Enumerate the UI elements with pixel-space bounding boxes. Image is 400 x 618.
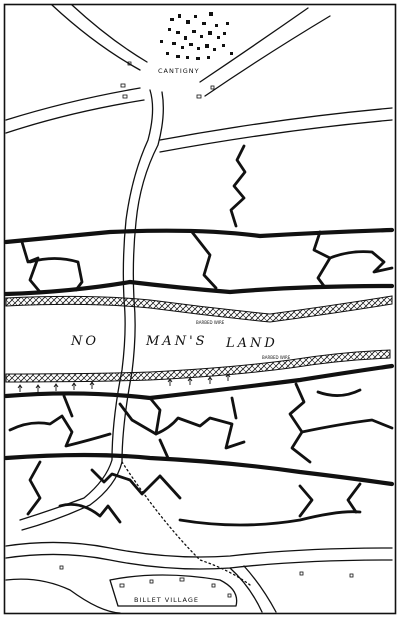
- barbed-wire-lower-label: BARBED WIRE: [262, 355, 291, 360]
- barbed-wire-upper: [6, 296, 392, 325]
- billet-village-label: BILLET VILLAGE: [134, 596, 199, 604]
- no-mans-land-no: NO: [71, 334, 100, 349]
- no-mans-land-land: LAND: [226, 336, 278, 351]
- no-mans-land-mans: MAN'S: [146, 334, 208, 349]
- upper-trench-system: [6, 146, 392, 294]
- billet-village: [60, 566, 353, 606]
- no-mans-land: [70, 334, 278, 351]
- central-road: [20, 90, 250, 585]
- cantigny-village: [121, 12, 233, 98]
- barbed-wire-lower: [6, 350, 390, 392]
- barbed-wire-upper-label: BARBED WIRE: [196, 320, 225, 325]
- lower-trench-system: [6, 366, 392, 525]
- north-roads: [6, 5, 392, 152]
- cantigny-label: CANTIGNY: [158, 67, 200, 75]
